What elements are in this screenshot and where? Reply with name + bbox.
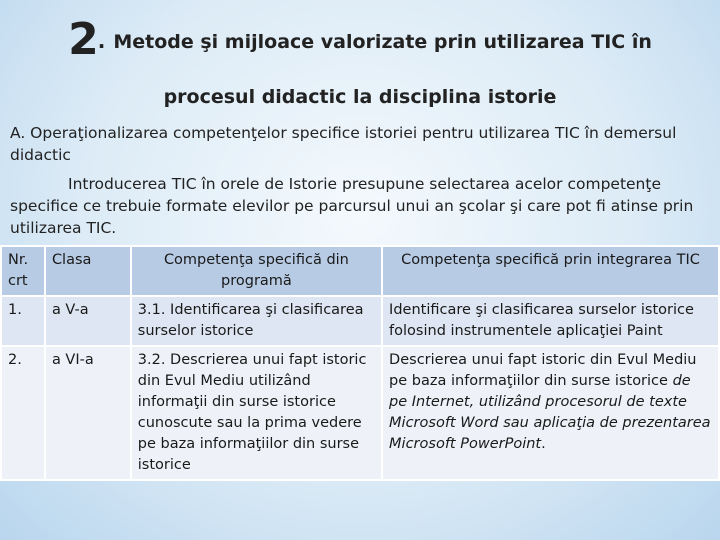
header-competenta-tic: Competenţa specifică prin integrarea TIC: [382, 246, 719, 296]
cell-competenta-programa: 3.1. Identificarea şi clasificarea surselor istorice: [131, 296, 382, 346]
cell-text-end: .: [541, 436, 546, 452]
cell-clasa: a VI-a: [45, 346, 131, 480]
header-competenta-programa: Competenţa specifică din programă: [131, 246, 382, 296]
title-text-line1: Metode şi mijloace valorizate prin utilizarea TIC în: [113, 31, 652, 53]
table-header-row: [1, 246, 719, 296]
cell-text-plain: Descrierea unui fapt istoric din Evul Mediu pe baza informaţiilor din surse istorice: [389, 352, 697, 389]
intro-paragraph: [10, 173, 712, 239]
cell-text-italic: de pe Internet, utilizând procesorul de texte Microsoft Word sau aplicaţia de prezentarea Microsoft PowerPoint: [389, 373, 711, 452]
cell-competenta-tic: [382, 346, 719, 480]
cell-nr: 1.: [1, 296, 45, 346]
slide-title-line2: procesul didactic la disciplina istorie: [163, 86, 557, 108]
section-heading: A. Operaţionalizarea competenţelor specifice istoriei pentru utilizarea TIC în demersul didactic: [10, 124, 677, 164]
intro-text: Introducerea TIC în orele de Istorie presupune selectarea acelor competenţe specifice ce trebuie formate elevilor pe parcursul unui an şcolar şi care pot fi atinse prin utilizarea TIC.: [10, 175, 694, 237]
cell-competenta-tic: Identificare şi clasificarea surselor istorice folosind instrumentele aplicaţiei Paint: [382, 296, 719, 346]
table-row: [1, 346, 719, 480]
slide-title-line1: [0, 14, 720, 65]
competency-table: [0, 245, 720, 481]
cell-nr: 2.: [1, 346, 45, 480]
title-number: 2: [68, 14, 98, 65]
cell-clasa: a V-a: [45, 296, 131, 346]
table-row: [1, 296, 719, 346]
header-clasa: Clasa: [45, 246, 131, 296]
cell-competenta-programa: 3.2. Descrierea unui fapt istoric din Evul Mediu utilizând informaţii din surse istorice cunoscute sau la prima vedere pe baza informaţiilor din surse istorice: [131, 346, 382, 480]
title-dot: .: [97, 29, 106, 53]
header-nr: Nr. crt: [1, 246, 45, 296]
